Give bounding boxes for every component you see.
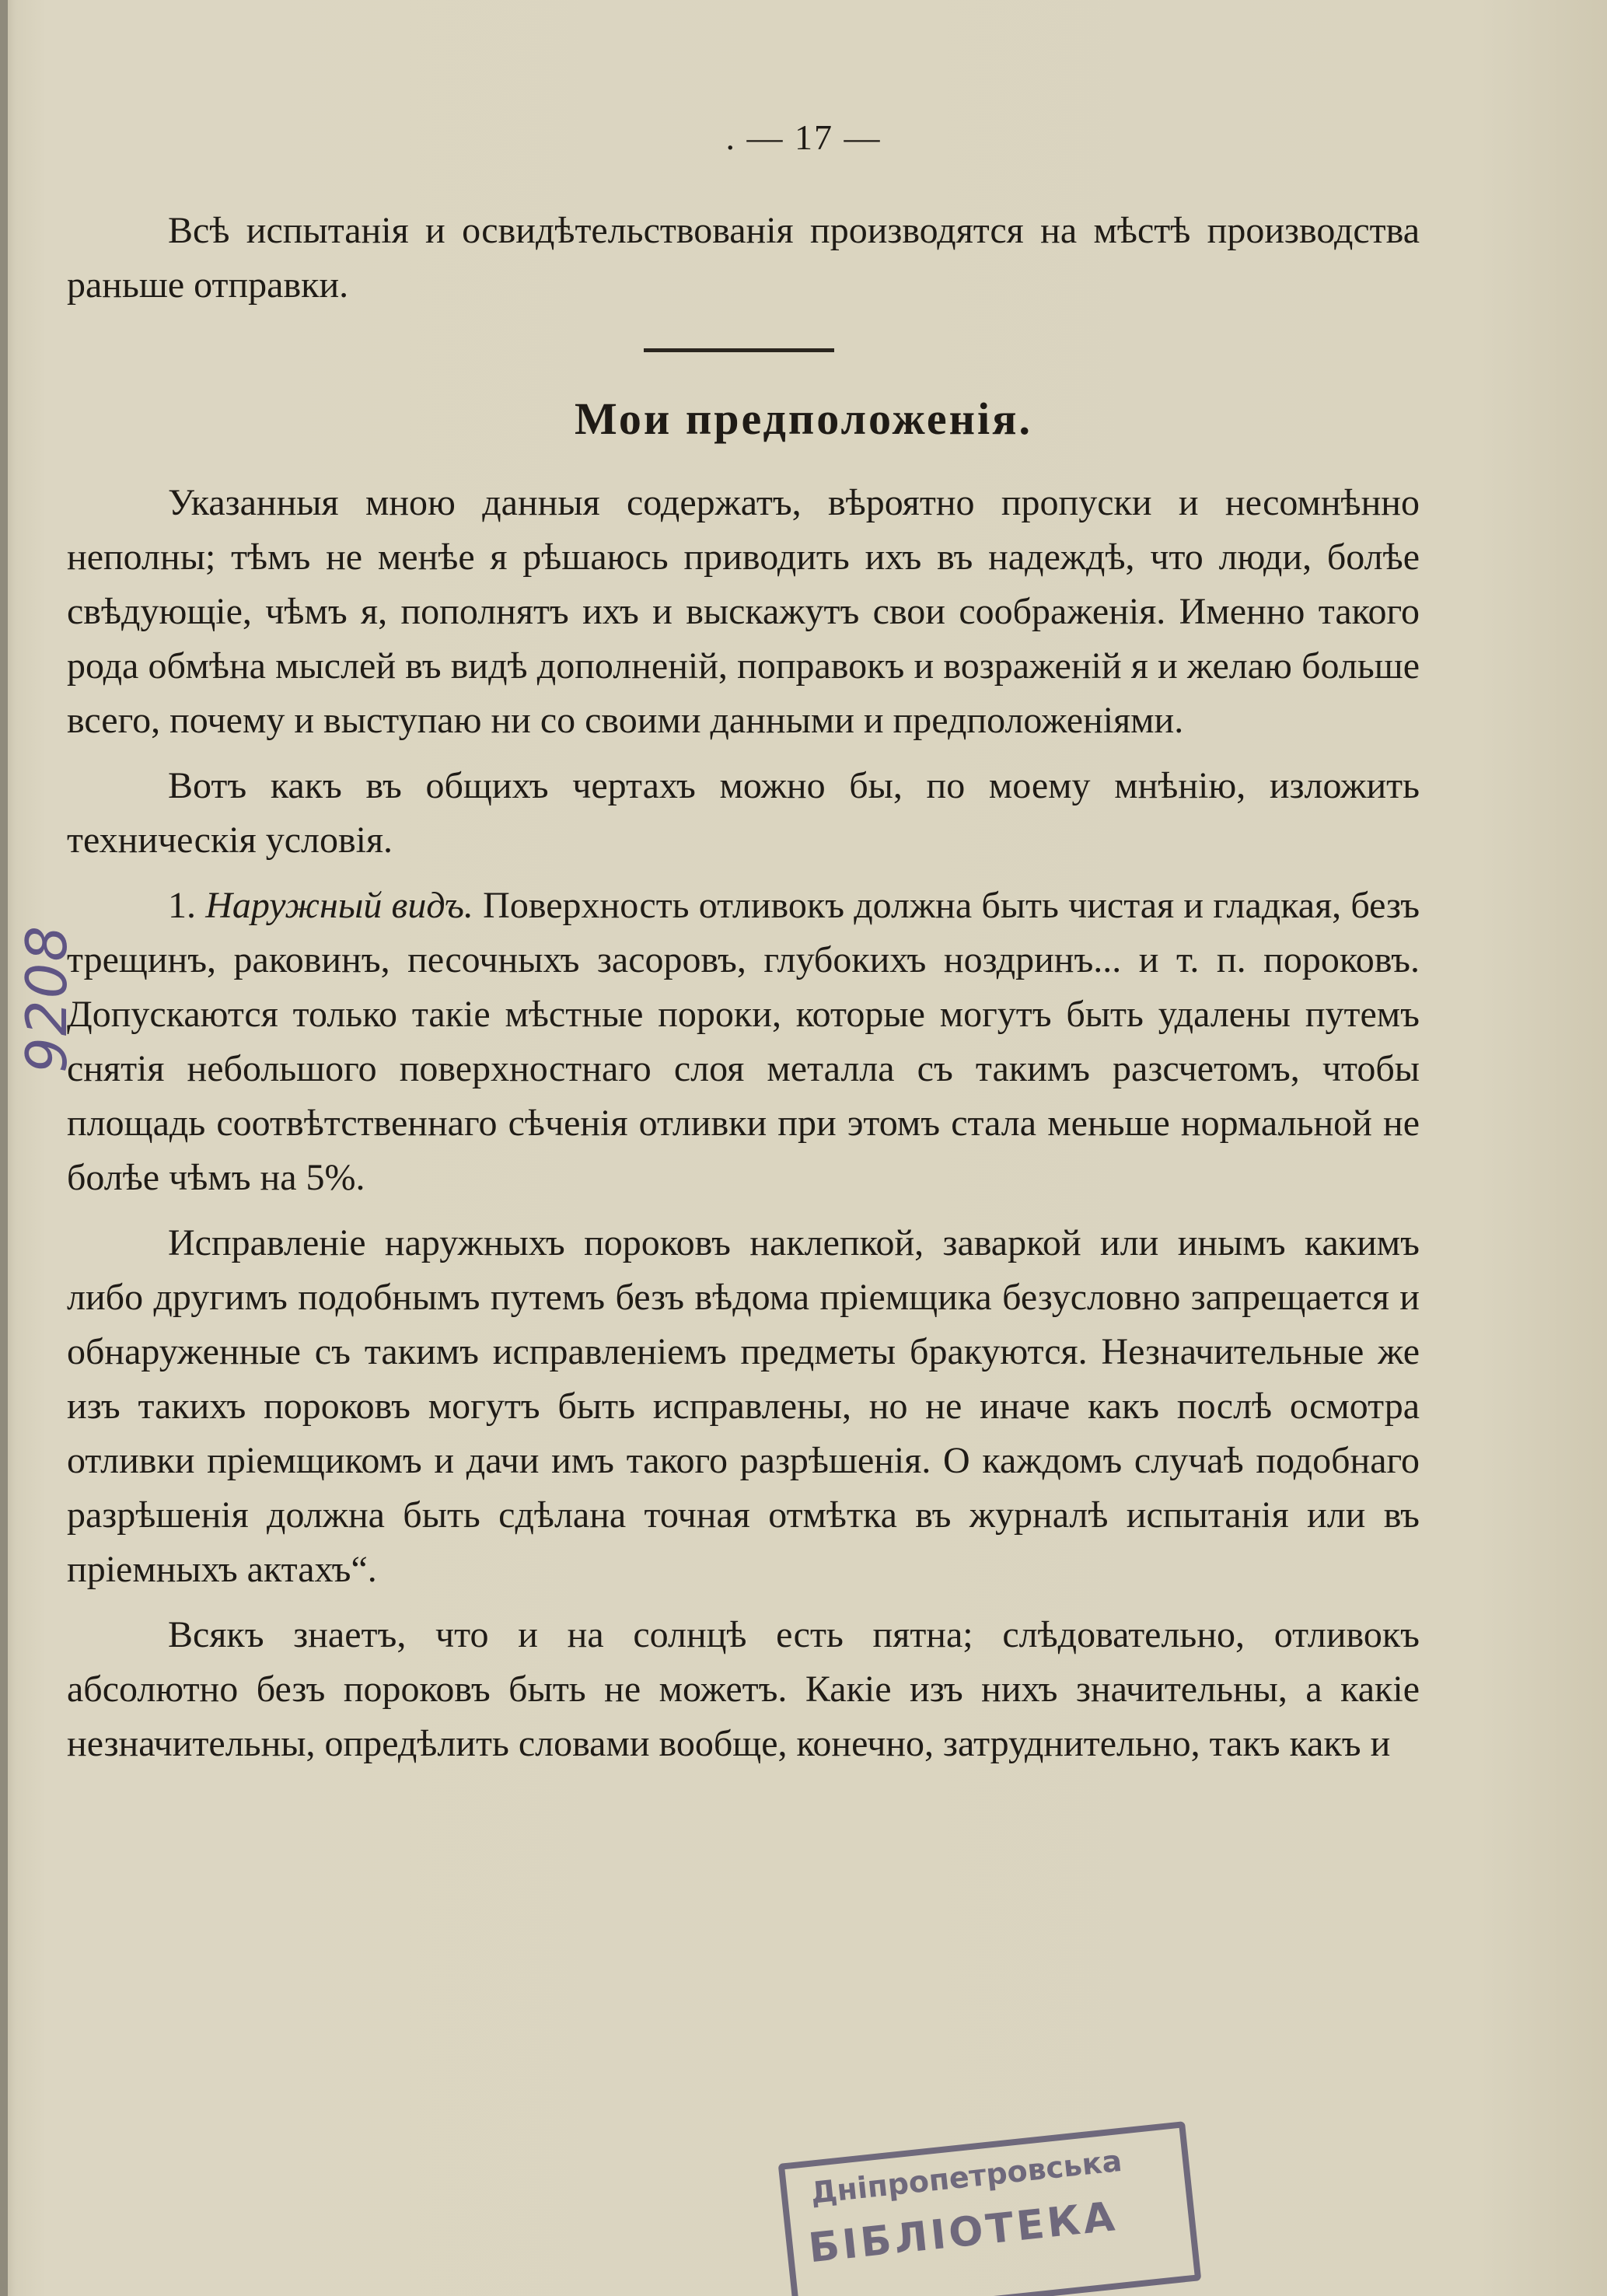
- paragraph-conditions: Вотъ какъ въ общихъ чертахъ можно бы, по моему мнѣнію, изложить техническія условія.: [67, 765, 1420, 861]
- stamp-line-1: Дніпропетровська: [809, 2143, 1124, 2210]
- paragraph-proposals: Указанныя мною данныя содержатъ, вѣроятно пропуски и несомнѣнно неполны; тѣмъ не менѣе я рѣшаюсь приводить ихъ въ надеждѣ, что люди, болѣе свѣдующіе, чѣмъ я, пополнятъ ихъ и выскажутъ свои соображенія. Именно такого рода обмѣна мыслей въ видѣ дополненій, поправокъ и возраженій я и желаю больше всего, почему и выступаю ни со своими данными и предположеніями.: [67, 482, 1420, 741]
- intro-block: [67, 204, 1420, 323]
- item-1-number: 1.: [168, 885, 196, 926]
- item-1-text: Поверхность отливокъ должна быть чистая и гладкая, безъ трещинъ, раковинъ, песочныхъ засоровъ, глубокихъ ноздринъ... и т. п. пороковъ. Допускаются только такіе мѣстные пороки, которые могутъ быть удалены путемъ снятія небольшого поверхностнаго слоя металла съ такимъ разсчетомъ, чтобы площадь соотвѣтственнаго сѣченія отливки при этомъ стала меньше нормальной не болѣе чѣмъ на 5%.: [67, 885, 1420, 1198]
- body-text: [67, 476, 1420, 1782]
- paragraph-corrections: Исправленіе наружныхъ пороковъ наклепкой, заваркой или инымъ какимъ либо другимъ подобнымъ путемъ безъ вѣдома пріемщика безусловно запрещается и обнаруженные съ такимъ исправленіемъ предметы бракуются. Незначительные же изъ такихъ пороковъ могутъ быть исправлены, но не иначе какъ послѣ осмотра отливки пріемщикомъ и дачи имъ такого разрѣшенія. О каждомъ случаѣ подобнаго разрѣшенія должна быть сдѣлана точная отмѣтка въ журналѣ испытанія или въ пріемныхъ актахъ“.: [67, 1222, 1420, 1590]
- page-number: . — 17 —: [725, 117, 882, 157]
- section-divider: [644, 348, 834, 352]
- stamp-line-2: БІБЛІОТЕКА: [806, 2193, 1120, 2273]
- page-binding-edge: [0, 0, 8, 2296]
- section-heading: Мои предположенія.: [574, 393, 1033, 444]
- paragraph-sun-spots: Всякъ знаетъ, что и на солнцѣ есть пятна; слѣдовательно, отливокъ абсолютно безъ пороковъ быть не можетъ. Какіе изъ нихъ значительны, а какіе незначительны, опредѣлить словами вообще, конечно, затруднительно, такъ какъ и: [67, 1614, 1420, 1764]
- item-1-paragraph: [67, 879, 1420, 1205]
- handwritten-margin-note: 9208: [14, 924, 79, 1073]
- intro-paragraph: Всѣ испытанія и освидѣтельствованія производятся на мѣстѣ производства раньше отправки.: [67, 210, 1420, 306]
- item-1-title: Наружный видъ.: [205, 885, 473, 926]
- library-stamp: [778, 2121, 1202, 2296]
